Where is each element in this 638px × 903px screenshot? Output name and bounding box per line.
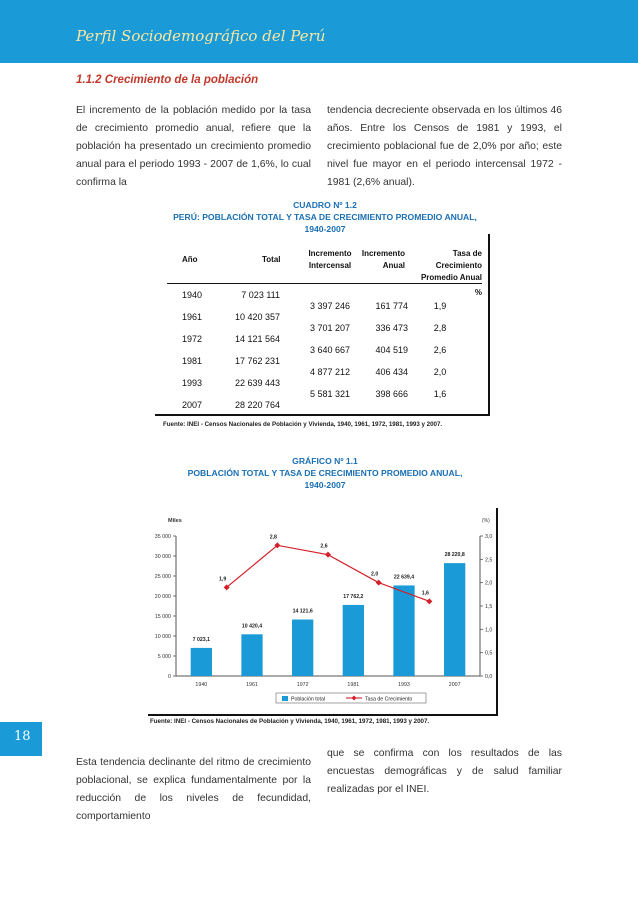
table-cell-tasa: 2,6 (433, 345, 447, 355)
table-cell-intercensal: 3 397 246 (309, 301, 350, 311)
table-cell-intercensal: 5 581 321 (309, 389, 350, 399)
table-cell-year: 1961 (181, 312, 203, 322)
line-point-marker (325, 552, 331, 558)
header-tasa-line2: Promedio Anual (420, 273, 482, 282)
table-cell-intercensal: 3 640 667 (309, 345, 350, 355)
y2-axis-unit-label: (%) (482, 518, 490, 524)
bar-data-label: 28 220,8 (444, 552, 465, 559)
line-data-label: 2,6 (320, 543, 328, 550)
table-cell-tasa: 1,6 (433, 389, 447, 399)
header-incremento-intercensal (307, 248, 353, 272)
bar-data-label: 14 121,6 (292, 608, 313, 615)
chart-period: 1940-2007 (304, 480, 346, 490)
line-data-label: 2,8 (269, 534, 277, 541)
chart-caption (160, 455, 490, 491)
section-title: 1.1.2 Crecimiento de la población (76, 74, 259, 86)
table-cell-total: 7 023 111 (241, 290, 280, 300)
y-tick-label: 30 000 (154, 554, 171, 560)
y-tick-label: 15 000 (154, 614, 171, 620)
x-tick-label: 1993 (398, 682, 410, 688)
table-source-note: Fuente: INEI - Censos Nacionales de Población y Vivienda, 1940, 1961, 1972, 1981, 1993 y 2007. (163, 421, 443, 428)
chart-title: POBLACIÓN TOTAL Y TASA DE CRECIMIENTO PROMEDIO ANUAL, (187, 468, 463, 478)
y-tick-label: 0 (168, 674, 171, 680)
bar-poblacion-1993 (393, 585, 414, 676)
line-data-label: 1,9 (219, 576, 227, 583)
table-cell-anual: 406 434 (375, 367, 408, 377)
y-tick-label: 5 000 (157, 654, 171, 660)
header-incremento-anual-line1: Incremento (361, 249, 405, 258)
table-cell-total: 22 639 443 (234, 378, 280, 388)
header-incremento-intercensal-line1: Incremento (308, 249, 352, 258)
x-tick-label: 1961 (246, 682, 258, 688)
bar-data-label: 22 639,4 (393, 574, 415, 581)
legend-label-bar: Población total (291, 696, 326, 703)
page-number: 18 (14, 729, 31, 744)
table-cell-anual: 404 519 (375, 345, 408, 355)
legend-label-line: Tasa de Crecimiento (365, 696, 413, 703)
table-cell-anual: 398 666 (375, 389, 408, 399)
x-tick-label: 2007 (448, 682, 461, 688)
outro-paragraph-right: que se confirma con los resultados de las encuestas demográficas y de salud familiar realizadas por el INEI. (327, 748, 562, 795)
line-data-label: 1,6 (421, 590, 429, 597)
header-incremento-anual (355, 248, 405, 272)
bar-poblacion-1981 (343, 605, 364, 676)
x-tick-label: 1981 (347, 682, 360, 688)
y2-tick-label: 2,5 (485, 557, 493, 564)
y2-tick-label: 1,0 (485, 627, 493, 634)
header-tasa-crecimiento (408, 248, 482, 299)
bar-poblacion-1961 (241, 634, 262, 676)
table-cell-total: 10 420 357 (234, 312, 280, 322)
bar-poblacion-2007 (444, 563, 465, 676)
header-total: Total (262, 255, 281, 264)
chart-number: GRÁFICO Nº 1.1 (292, 456, 358, 466)
line-point-marker (376, 580, 382, 586)
table-caption (140, 199, 510, 235)
header-incremento-intercensal-line2: Intercensal (308, 261, 352, 270)
y-tick-label: 35 000 (154, 534, 171, 540)
table-number: CUADRO Nº 1.2 (293, 200, 357, 210)
table-cell-year: 1972 (181, 334, 203, 344)
table-cell-anual: 161 774 (375, 301, 408, 311)
population-chart (148, 508, 498, 716)
line-point-marker (426, 598, 432, 604)
table-cell-year: 1940 (181, 290, 203, 300)
table-cell-total: 14 121 564 (234, 334, 280, 344)
y-tick-label: 20 000 (154, 594, 171, 600)
header-incremento-anual-line2: Anual (382, 261, 405, 270)
line-data-label: 2,0 (371, 571, 379, 578)
running-header-title: Perfil Sociodemográfico del Perú (76, 27, 326, 45)
x-tick-label: 1940 (195, 682, 208, 688)
table-cell-total: 28 220 764 (234, 400, 280, 410)
bar-poblacion-1972 (292, 620, 313, 676)
table-cell-intercensal: 4 877 212 (309, 367, 350, 377)
table-cell-anual: 336 473 (375, 323, 408, 333)
outro-paragraph-left: Esta tendencia declinante del ritmo de crecimiento poblacional, se explica fundamentalmente por la reducción de los niveles de fecundidad, comportamiento (76, 757, 311, 822)
chart-source-note: Fuente: INEI - Censos Nacionales de Población y Vivienda, 1940, 1961, 1972, 1981, 1993 y 2007. (150, 718, 430, 725)
y2-tick-label: 0,5 (485, 650, 493, 657)
y2-tick-label: 2,0 (485, 580, 493, 587)
table-cell-intercensal: 3 701 207 (309, 323, 350, 333)
x-tick-label: 1972 (296, 682, 309, 688)
table-title: PERÚ: POBLACIÓN TOTAL Y TASA DE CRECIMIENTO PROMEDIO ANUAL, (173, 212, 477, 222)
legend-swatch-bar (282, 696, 288, 701)
bar-data-label: 10 420,4 (241, 623, 263, 630)
bar-data-label: 7 023,1 (192, 636, 210, 643)
y-tick-label: 10 000 (154, 634, 171, 640)
table-cell-tasa: 2,8 (433, 323, 447, 333)
header-tasa-unit: % (474, 288, 482, 297)
table-cell-tasa: 2,0 (433, 367, 447, 377)
y-tick-label: 25 000 (154, 574, 171, 580)
bar-data-label: 17 762,2 (343, 593, 364, 600)
y2-tick-label: 0,0 (485, 674, 493, 680)
table-cell-year: 1993 (181, 378, 203, 388)
table-cell-total: 17 762 231 (234, 356, 280, 366)
y-axis-unit-label: Miles (168, 518, 182, 524)
intro-paragraph-left: El incremento de la población medido por la tasa de crecimiento promedio anual, refiere que la población ha presentado un crecimiento promedio anual para el periodo 1993 - 2007 de 1,6%, lo cual confirma la (76, 105, 311, 188)
header-tasa-line1: Tasa de Crecimiento (435, 249, 482, 270)
y2-tick-label: 3,0 (485, 534, 493, 540)
table-header-rule (167, 283, 482, 284)
table-period: 1940-2007 (304, 224, 346, 234)
header-anio: Año (182, 255, 198, 264)
table-cell-year: 2007 (181, 400, 203, 410)
table-cell-tasa: 1,9 (433, 301, 447, 311)
y2-tick-label: 1,5 (485, 604, 493, 610)
bar-poblacion-1940 (191, 648, 212, 676)
intro-paragraph-right: tendencia decreciente observada en los últimos 46 años. Entre los Censos de 1981 y 1993, el crecimiento poblacional fue de 2,0% por año; este nivel fue mayor en el periodo intercensal 1972 - 1981 (2,6% anual). (327, 105, 562, 188)
table-cell-year: 1981 (181, 356, 203, 366)
